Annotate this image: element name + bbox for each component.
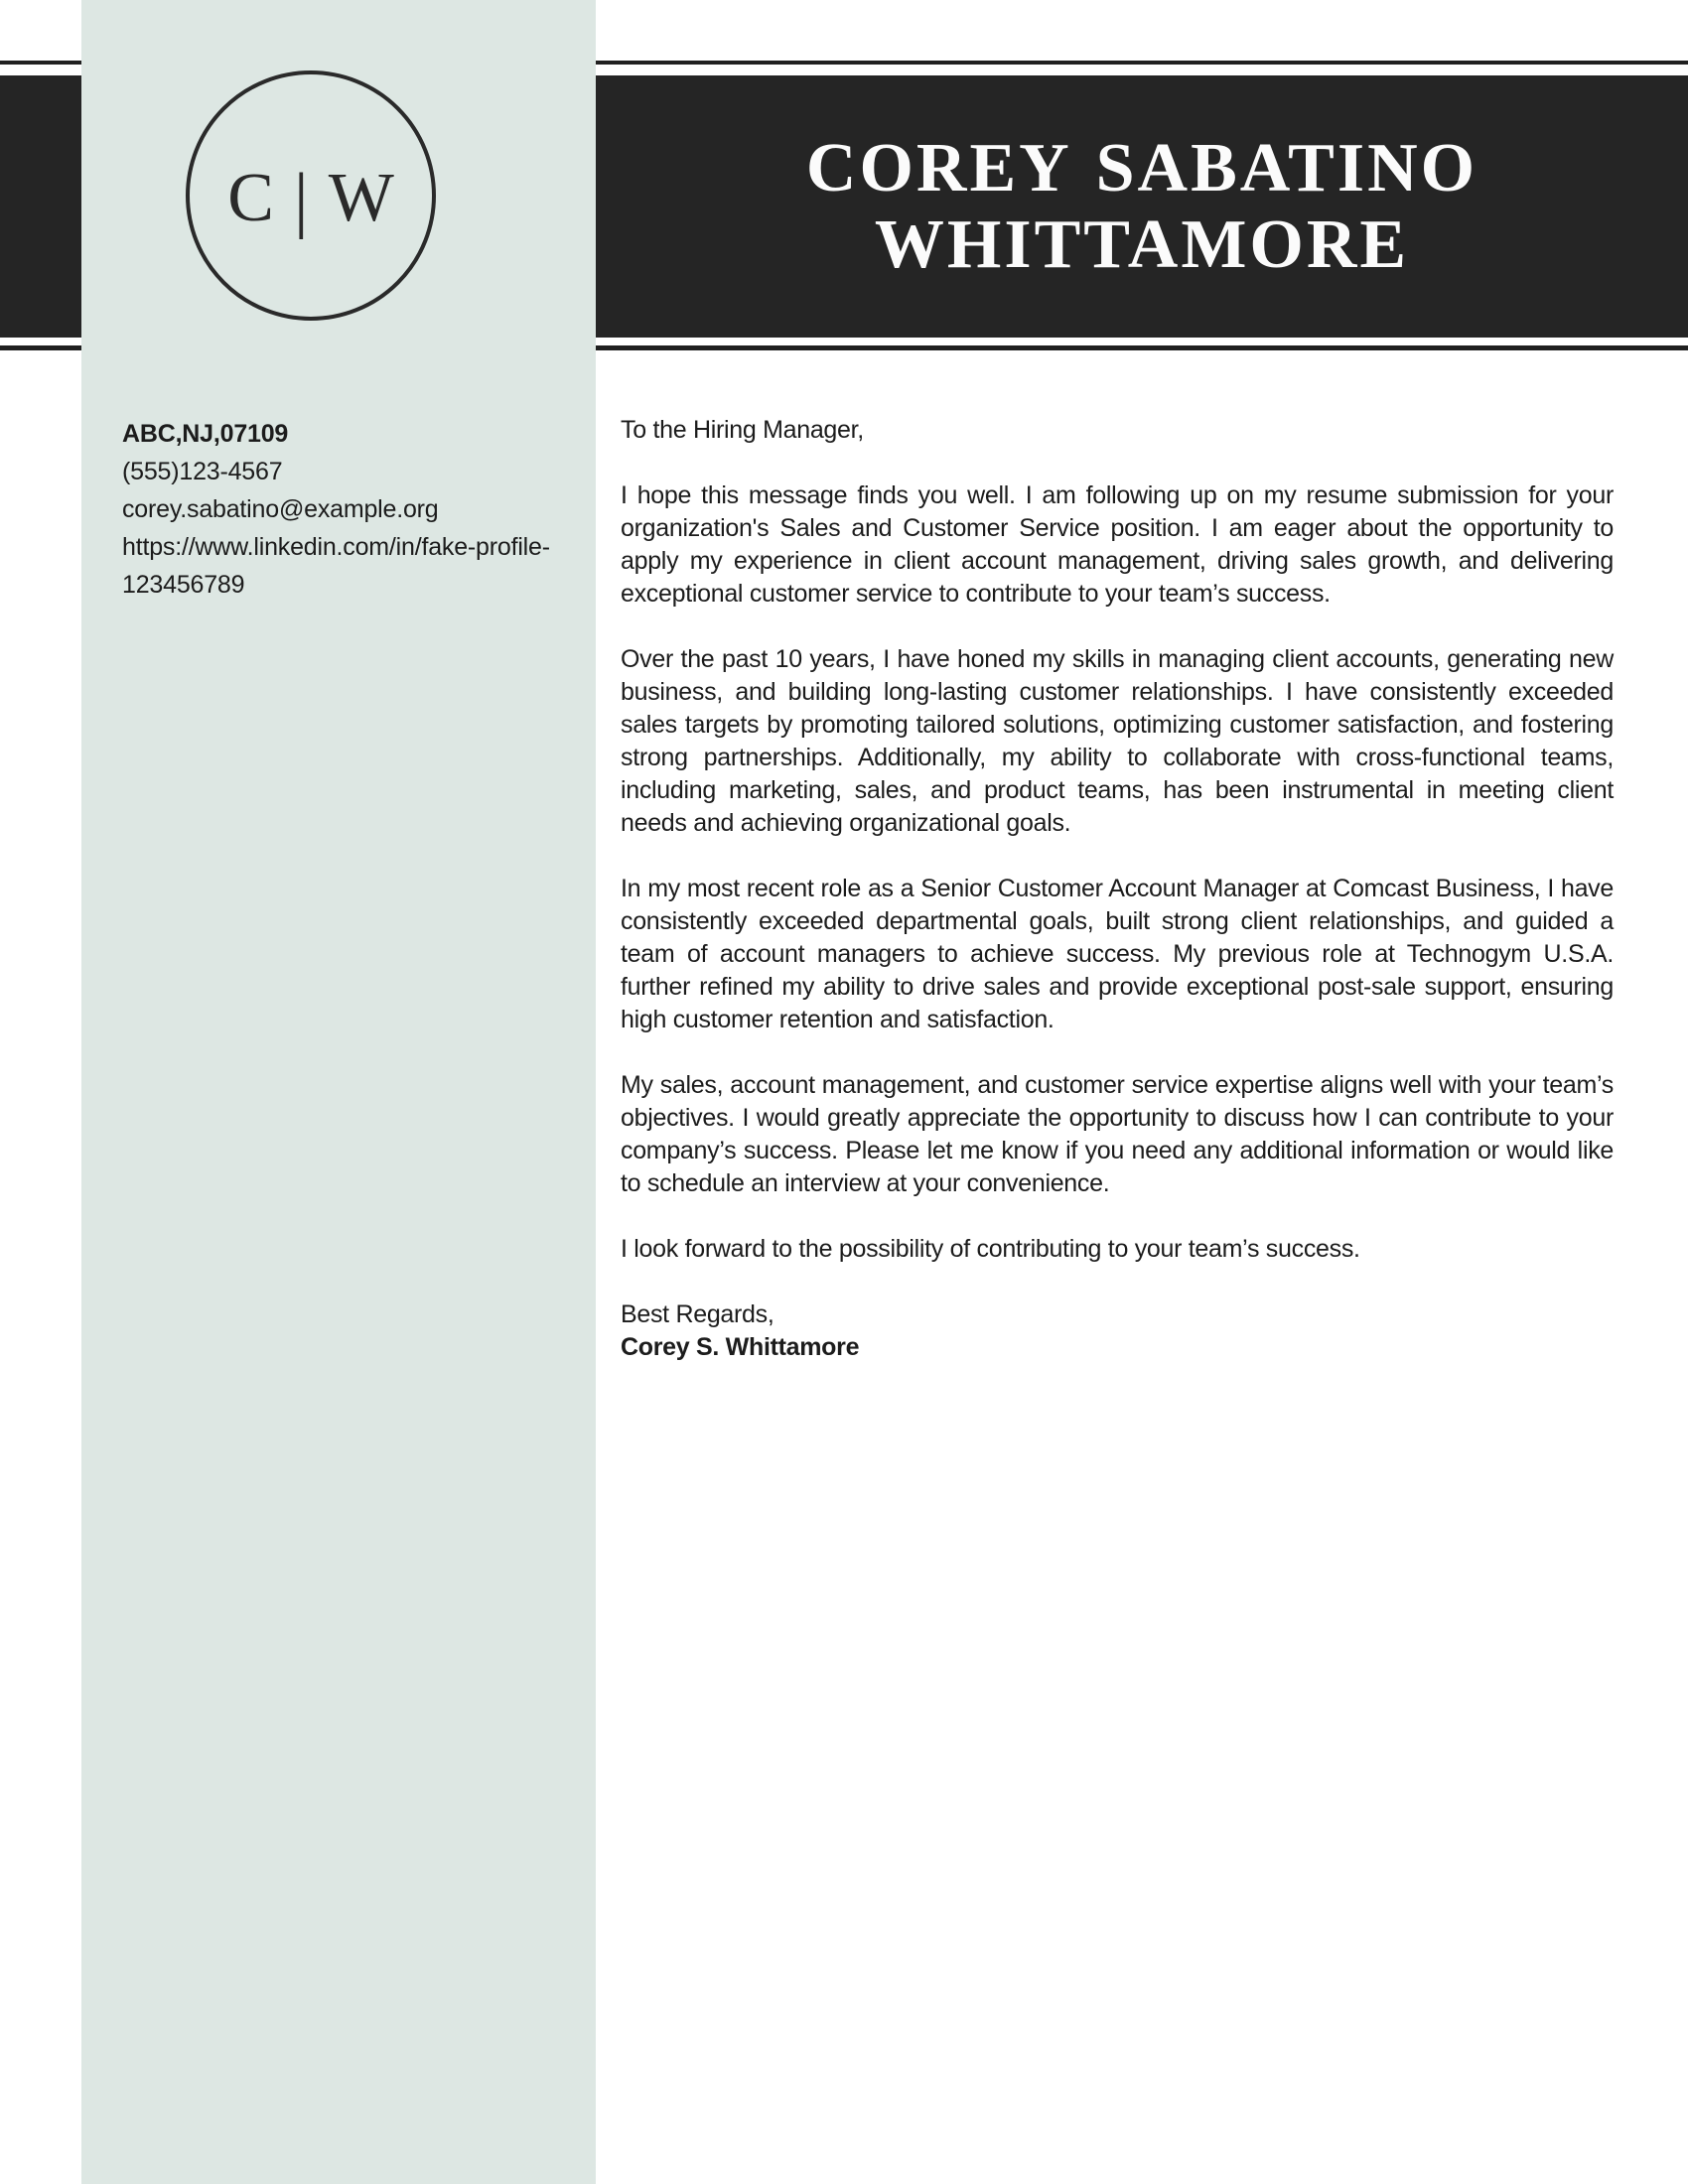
letter-paragraph: Over the past 10 years, I have honed my skills in managing client accounts, generating new business, and building long-lasting customer relationships. I have consistently exceeded sales targets by promoting tailored solutions, optimizing customer satisfaction, and fostering strong partnerships. Additionally, my ability to collaborate with cross-functional teams, including marketing, sales, and product teams, has been instrumental in meeting client needs and achieving organizational goals. xyxy=(621,645,1614,837)
sidebar xyxy=(81,0,596,2184)
letter-body xyxy=(621,414,1614,1364)
contact-block xyxy=(122,415,559,604)
monogram-initial-left: C xyxy=(227,160,274,236)
letter-paragraph: In my most recent role as a Senior Customer Account Manager at Comcast Business, I have consistently exceeded departmental goals, built strong client relationships, and guided a team of account managers to achieve success. My previous role at Technogym U.S.A. further refined my ability to drive sales and provide exceptional post-sale support, ensuring high customer retention and satisfaction. xyxy=(621,875,1614,1033)
page-title xyxy=(596,75,1688,338)
letter-signoff: Best Regards, xyxy=(621,1300,774,1328)
letter-paragraph: I hope this message finds you well. I am following up on my resume submission for your organization's Sales and Customer Service position. I am eager about the opportunity to apply my experience in client account management, driving sales growth, and delivering exceptional customer service to contribute to your team’s success. xyxy=(621,481,1614,608)
contact-phone: (555)123-4567 xyxy=(122,458,283,485)
letter-greeting: To the Hiring Manager, xyxy=(621,416,864,444)
contact-address: ABC,NJ,07109 xyxy=(122,420,289,448)
page-title-line2: WHITTAMORE xyxy=(874,206,1410,283)
monogram-divider: | xyxy=(293,159,309,240)
letter-closing-line: I look forward to the possibility of contributing to your team’s success. xyxy=(621,1235,1360,1263)
letter-paragraph: My sales, account management, and customer service expertise aligns well with your team’s objectives. I would greatly appreciate the opportunity to discuss how I can contribute to your company’s success. Please let me know if you need any additional information or would like to schedule an interview at your convenience. xyxy=(621,1071,1614,1197)
monogram-initial-right: W xyxy=(328,160,394,236)
contact-linkedin-url: https://www.linkedin.com/in/fake-profile-123456789 xyxy=(122,533,550,599)
letter-signature: Corey S. Whittamore xyxy=(621,1333,860,1361)
page-title-line1: COREY SABATINO xyxy=(805,130,1478,206)
monogram-logo xyxy=(186,70,436,321)
contact-email: corey.sabatino@example.org xyxy=(122,495,439,523)
